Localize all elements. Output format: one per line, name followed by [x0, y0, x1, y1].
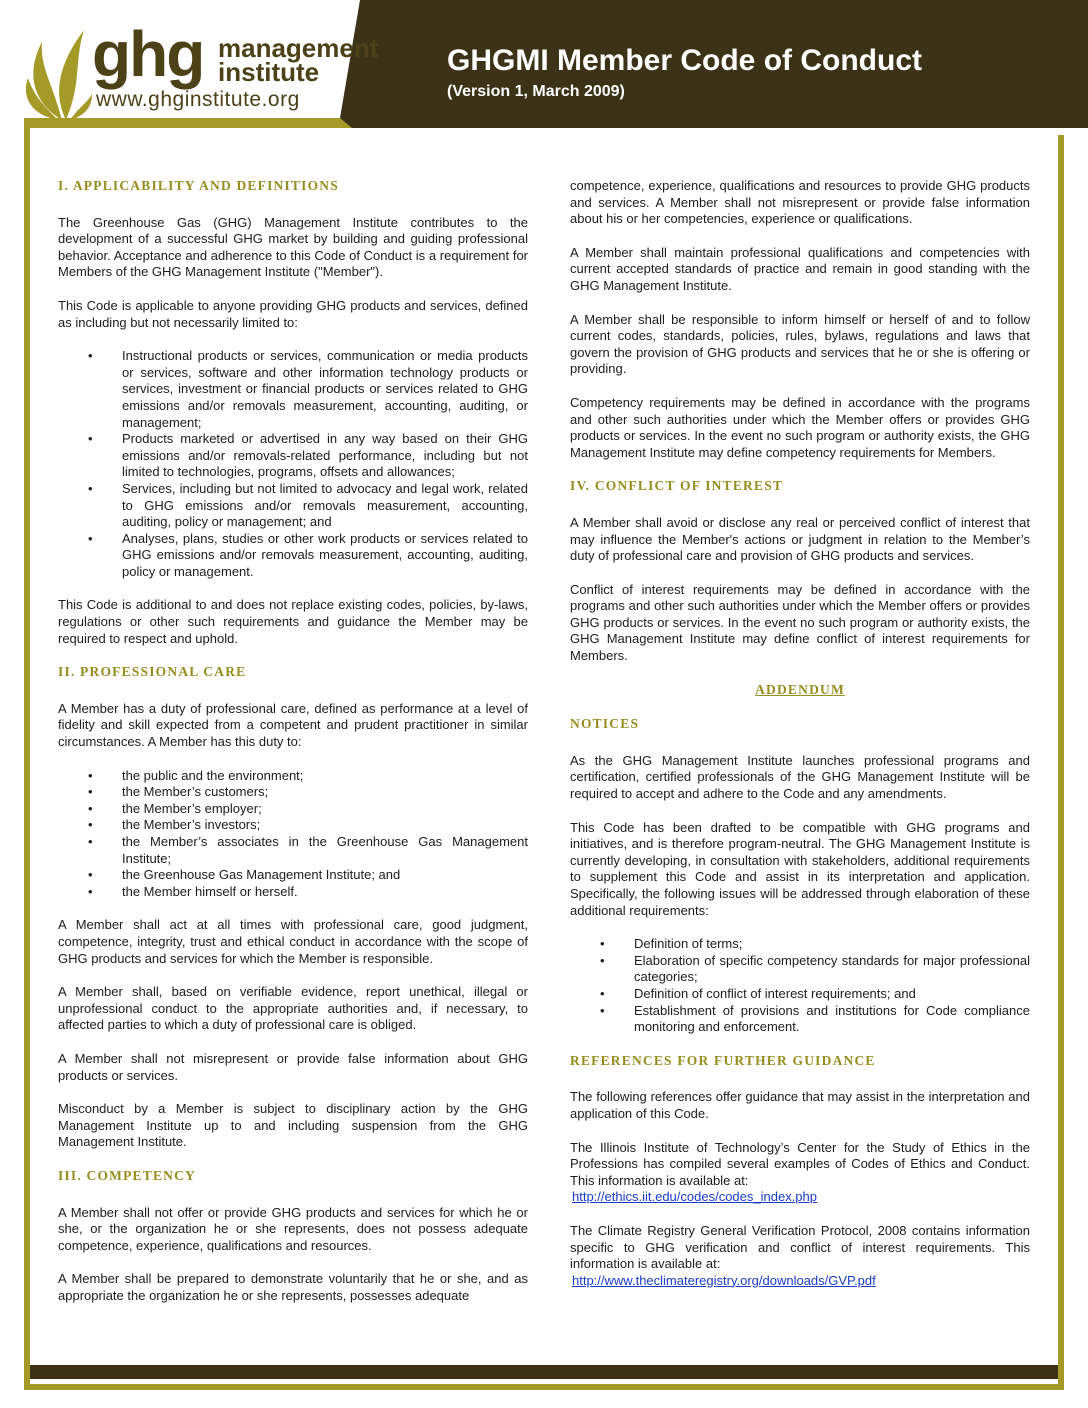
list-item: • the Greenhouse Gas Management Institute; and: [58, 867, 528, 884]
list-item: • the Member’s employer;: [58, 801, 528, 818]
paragraph: A Member shall avoid or disclose any real or perceived conflict of interest that may influence the Member's actions or judgment in relation to the Member’s duty of professional care and provision of GHG products and services.: [570, 514, 1030, 564]
addendum-heading: ADDENDUM: [755, 681, 845, 697]
paragraph: A Member shall be prepared to demonstrate voluntarily that he or she, and as appropriate the organization he or she represents, possesses adequate: [58, 1271, 528, 1303]
products-list: [58, 348, 528, 580]
page-header: [0, 0, 1088, 135]
duty-list: [58, 768, 528, 901]
document-version: (Version 1, March 2009): [447, 83, 625, 100]
section-heading-references: REFERENCES FOR FURTHER GUIDANCE: [570, 1052, 876, 1068]
list-item: • Services, including but not limited to advocacy and legal work, related to GHG emissions and/or removals measurement, accounting, auditing, policy or management; and: [58, 481, 528, 531]
logo-ghg: ghg: [92, 18, 204, 90]
logo-line-2: institute: [218, 57, 320, 87]
logo-institute-name: [218, 33, 379, 87]
paragraph: A Member has a duty of professional care, defined as performance at a level of fidelity and skill expected from a competent and prudent practitioner in similar circumstances. A Member has this duty to:: [58, 700, 528, 750]
gvp-pdf-link[interactable]: http://www.theclimateregistry.org/downloads/GVP.pdf: [572, 1272, 876, 1288]
list-item: • Instructional products or services, communication or media products or services, software and other information technology products or services, investment or financial products or services related to GHG emissions and/or removals measurement, accounting, auditing, or management;: [58, 348, 528, 431]
issues-list: [570, 936, 1030, 1036]
footer-dark-bar: [30, 1365, 1058, 1379]
paragraph: This Code is applicable to anyone providing GHG products and services, defined as including but not necessarily limited to:: [58, 297, 528, 330]
list-item: • Elaboration of specific competency standards for major professional categories;: [570, 953, 1030, 986]
list-item: • Definition of terms;: [570, 936, 1030, 953]
list-item: • Definition of conflict of interest requirements; and: [570, 986, 1030, 1003]
logo-line-1: management: [218, 33, 379, 63]
paragraph: A Member shall act at all times with professional care, good judgment, competence, integrity, trust and ethical conduct in accordance with the scope of GHG products and services for which the Member is responsible.: [58, 917, 528, 966]
list-item: • Analyses, plans, studies or other work products or services related to GHG emissions and/or removals measurement, accounting, auditing, policy or management.: [58, 531, 528, 581]
paragraph: Competency requirements may be defined in accordance with the programs and other such authorities under which the Member offers or provides GHG products or services. In the event no such program or authority exists, the GHG Management Institute may define competency requirements for Members.: [570, 394, 1030, 460]
list-item: • the Member himself or herself.: [58, 884, 528, 901]
paragraph: This Code has been drafted to be compatible with GHG programs and initiatives, and is therefore program-neutral. The GHG Management Institute is currently developing, in consultation with stakeholders, additional requirements to supplement this Code and assist in its interpretation and application. Specifically, the following issues will be addressed through elaboration of these additional requirements:: [570, 819, 1030, 918]
paragraph: [570, 1140, 1030, 1206]
list-item: • the Member’s associates in the Greenhouse Gas Management Institute;: [58, 834, 528, 867]
logo-url: www.ghginstitute.org: [96, 88, 300, 111]
paragraph-text: The Illinois Institute of Technology’s Center for the Study of Ethics in the Professions has compiled several examples of Codes of Ethics and Conduct. This information is available at:: [570, 1139, 1030, 1188]
section-heading-notices: NOTICES: [570, 716, 640, 732]
paragraph: A Member shall not offer or provide GHG products and services for which he or she, or the organization he or she represents, does not possess adequate competence, experience, qualifications and resources.: [58, 1204, 528, 1253]
paragraph: The following references offer guidance that may assist in the interpretation and application of this Code.: [570, 1089, 1030, 1121]
paragraph: As the GHG Management Institute launches professional programs and certification, certified professionals of the GHG Management Institute will be required to accept and adhere to the Code and any amendments.: [570, 752, 1030, 802]
leaf-flame-icon: [22, 22, 94, 122]
paragraph: [570, 1223, 1030, 1289]
section-heading-competency: III. COMPETENCY: [58, 1167, 197, 1183]
frame-bottom-border: [24, 1384, 1064, 1390]
paragraph: competence, experience, qualifications and resources to provide GHG products and services. A Member shall not misrepresent or provide false information about his or her competencies, experience or qualifications.: [570, 178, 1030, 227]
paragraph: Conflict of interest requirements may be defined in accordance with the programs and other such authorities under which the Member offers or provides GHG products or services. In the event no such program or authority exists, the GHG Management Institute may define conflict of interest requirements for Members.: [570, 581, 1030, 664]
right-column: [570, 178, 1030, 1306]
section-heading-applicability: I. APPLICABILITY AND DEFINITIONS: [58, 178, 339, 193]
paragraph: A Member shall maintain professional qualifications and competencies with current accepted standards of practice and remain in good standing with the GHG Management Institute.: [570, 244, 1030, 293]
paragraph: A Member shall be responsible to inform himself or herself of and to follow current codes, standards, policies, rules, bylaws, regulations and laws that govern the provision of GHG products and services that he or she is offering or providing.: [570, 311, 1030, 377]
list-item: • the public and the environment;: [58, 768, 528, 785]
section-heading-professional-care: II. PROFESSIONAL CARE: [58, 664, 247, 680]
paragraph: The Greenhouse Gas (GHG) Management Institute contributes to the development of a successful GHG market by building and guiding professional behavior. Acceptance and adherence to this Code of Conduct is a requirement for Members of the GHG Management Institute ("Member").: [58, 214, 528, 280]
paragraph: A Member shall, based on verifiable evidence, report unethical, illegal or unprofessional conduct to the appropriate authorities and, if necessary, to affected parties to which a duty of professional care is obliged.: [58, 984, 528, 1033]
frame-right-border: [1058, 135, 1064, 1390]
paragraph: Misconduct by a Member is subject to disciplinary action by the GHG Management Institute up to and including suspension from the GHG Management Institute.: [58, 1101, 528, 1150]
left-column: [58, 178, 528, 1321]
document-title: GHGMI Member Code of Conduct: [447, 44, 922, 77]
ethics-codes-link[interactable]: http://ethics.iit.edu/codes/codes_index.php: [572, 1189, 817, 1205]
frame-left-border: [24, 128, 30, 1390]
paragraph: This Code is additional to and does not replace existing codes, policies, by-laws, regulations or other such requirements and guidance the Member may be required to respect and uphold.: [58, 597, 528, 646]
paragraph: A Member shall not misrepresent or provide false information about GHG products or services.: [58, 1050, 528, 1083]
paragraph-text: The Climate Registry General Verification Protocol, 2008 contains information specific to GHG verification and conflict of interest requirements. This information is available at:: [570, 1222, 1030, 1272]
list-item: • Establishment of provisions and institutions for Code compliance monitoring and enforcement.: [570, 1003, 1030, 1036]
section-heading-conflict-of-interest: IV. CONFLICT OF INTEREST: [570, 478, 784, 494]
list-item: • Products marketed or advertised in any way based on their GHG emissions and/or removals-related performance, including but not limited to technologies, programs, offsets and allowances;: [58, 431, 528, 481]
list-item: • the Member’s customers;: [58, 784, 528, 801]
list-item: • the Member’s investors;: [58, 817, 528, 834]
